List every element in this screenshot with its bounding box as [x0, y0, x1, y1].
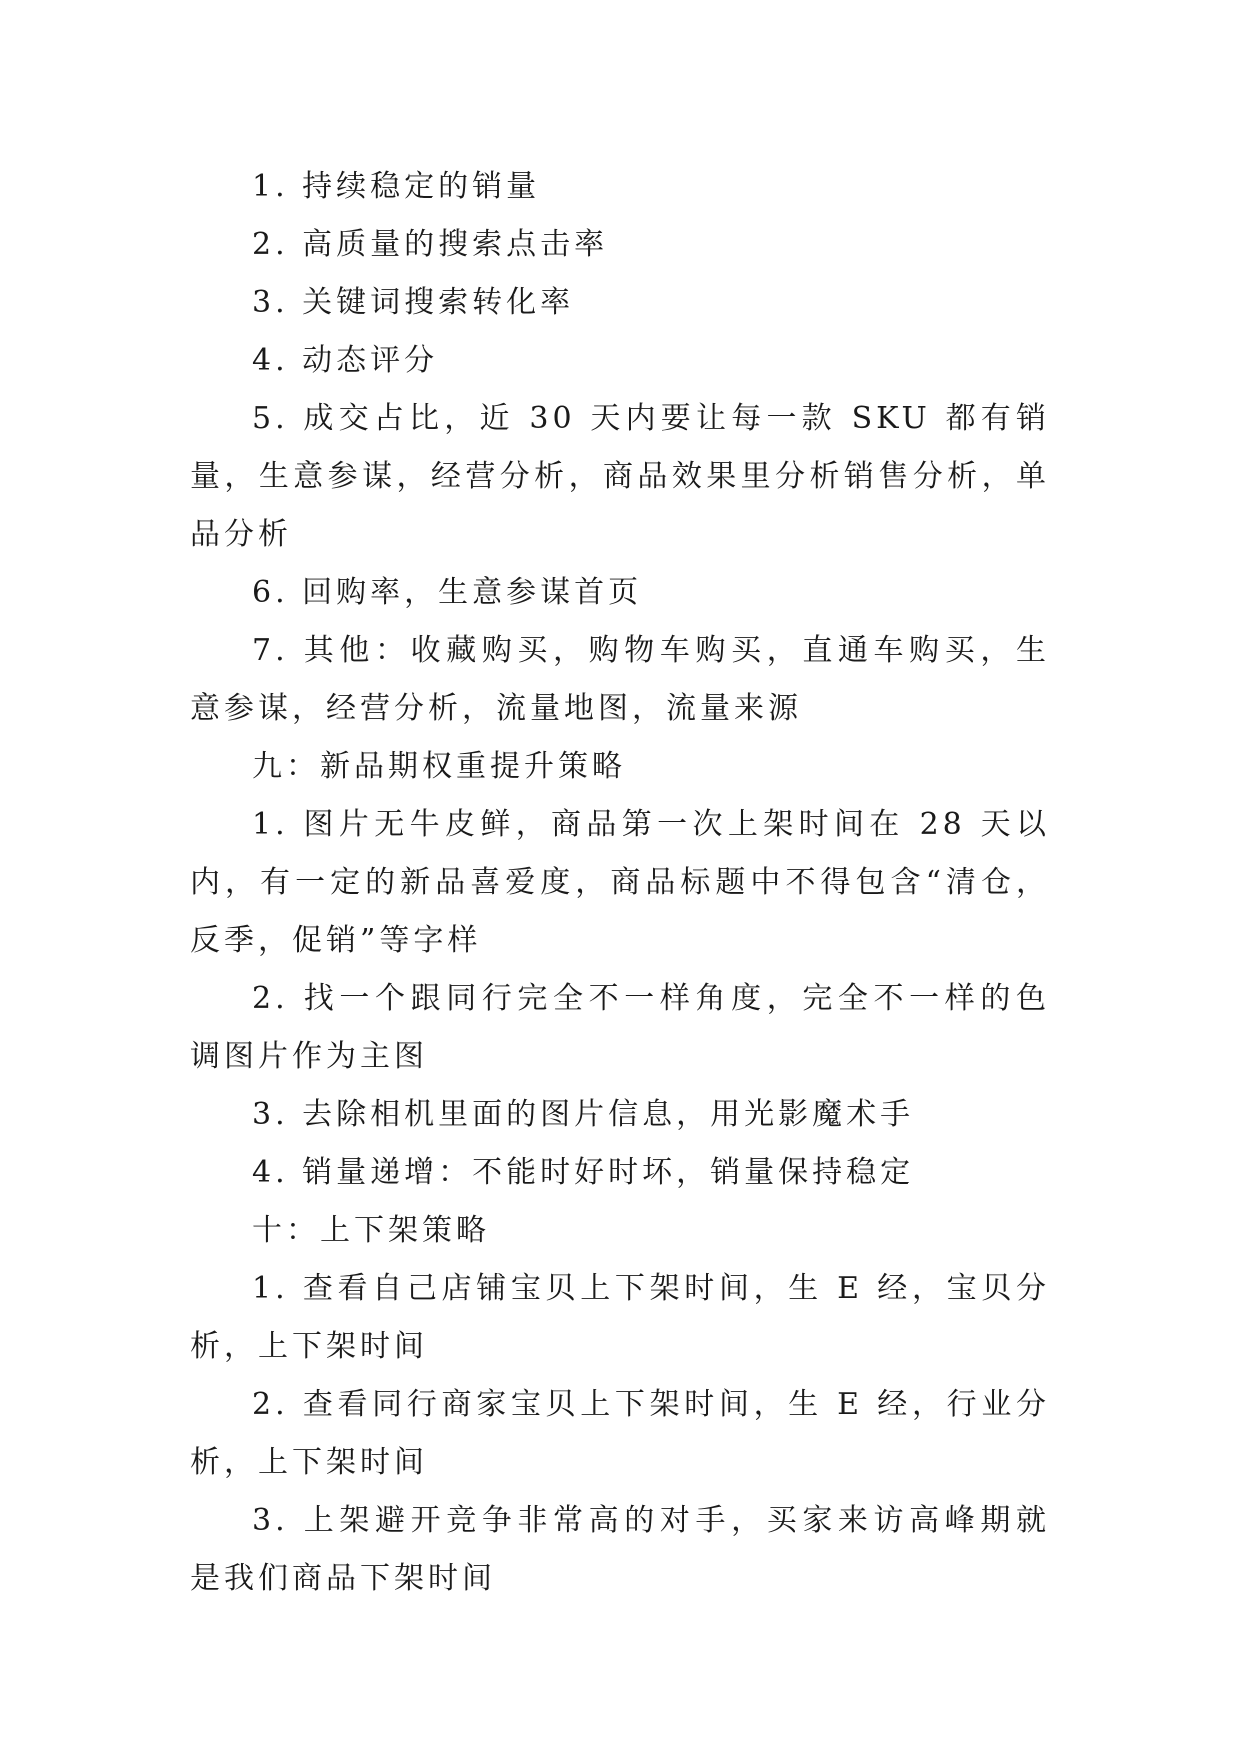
list-item: 7. 其他：收藏购买，购物车购买，直通车购买，生意参谋，经营分析，流量地图，流量来源	[190, 633, 1050, 726]
list-item: 2. 高质量的搜索点击率	[252, 227, 609, 262]
list-item: 1. 图片无牛皮鲜，商品第一次上架时间在 28 天以内，有一定的新品喜爱度，商品标题中不得包含“清仓，反季，促销”等字样	[190, 807, 1050, 958]
list-item: 1. 查看自己店铺宝贝上下架时间，生 E 经，宝贝分析，上下架时间	[190, 1271, 1050, 1364]
section-heading: 九：新品期权重提升策略	[252, 749, 626, 784]
list-item: 2. 查看同行商家宝贝上下架时间，生 E 经，行业分析，上下架时间	[190, 1387, 1050, 1480]
list-item: 1. 持续稳定的销量	[252, 169, 541, 204]
list-item: 5. 成交占比，近 30 天内要让每一款 SKU 都有销量，生意参谋，经营分析，商品效果里分析销售分析，单品分析	[190, 401, 1050, 552]
list-item: 2. 找一个跟同行完全不一样角度，完全不一样的色调图片作为主图	[190, 981, 1050, 1074]
list-item: 3. 关键词搜索转化率	[252, 285, 575, 320]
list-item: 4. 动态评分	[252, 343, 439, 378]
list-item: 3. 去除相机里面的图片信息，用光影魔术手	[252, 1097, 915, 1132]
document-body	[190, 158, 1050, 1608]
list-item: 4. 销量递增：不能时好时坏，销量保持稳定	[252, 1155, 915, 1190]
section-heading: 十：上下架策略	[252, 1213, 490, 1248]
list-item: 6. 回购率，生意参谋首页	[252, 575, 643, 610]
list-item: 3. 上架避开竞争非常高的对手，买家来访高峰期就是我们商品下架时间	[190, 1503, 1050, 1596]
